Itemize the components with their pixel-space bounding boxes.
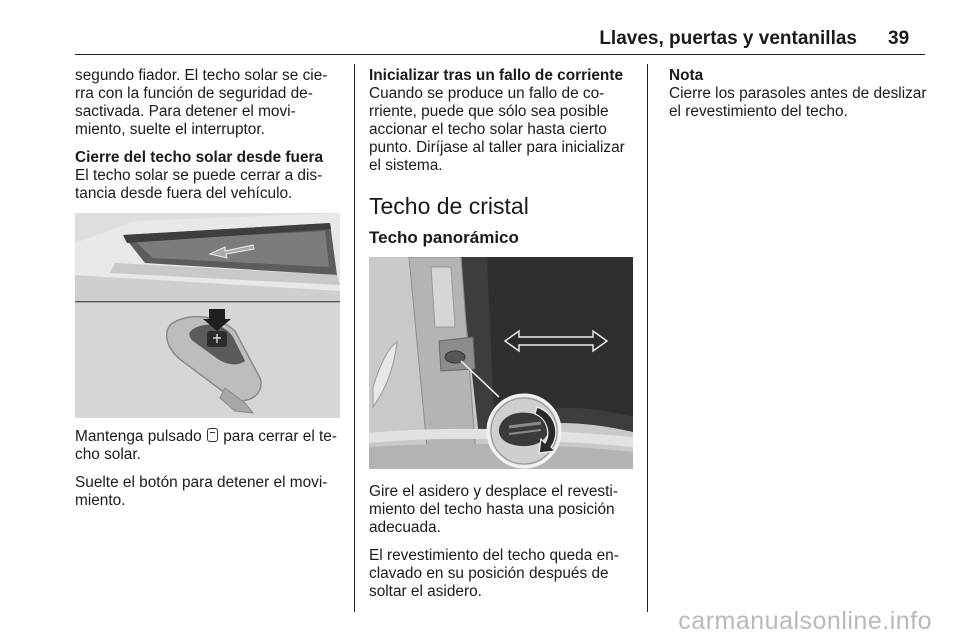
column-2: [369, 67, 635, 611]
section-heading: Inicializar tras un fallo de corriente: [369, 67, 624, 84]
panoramic-roof-illustration: [369, 257, 633, 469]
header-rule: [75, 54, 925, 55]
release-paragraph: Suelte el botón para detener el movimiento.: [75, 474, 328, 509]
body-paragraph: El revestimiento del techo queda enclavado en su posición después de soltar el asidero.: [369, 547, 619, 600]
column-divider: [647, 64, 648, 612]
chapter-heading: Techo de cristal: [369, 193, 529, 219]
section-heading: Cierre del techo solar desde fuera: [75, 149, 324, 166]
column-1: [75, 67, 340, 520]
column-3: [669, 67, 927, 131]
key-fob-sunroof-icon: [207, 428, 218, 442]
column-divider: [354, 64, 355, 612]
subsection-heading: Techo panorámico: [369, 228, 519, 247]
note-label: Nota: [669, 67, 704, 84]
intro-paragraph: segundo fiador. El techo solar se cierra con la función de seguridad desactivada. Para detener el movimiento, suelte el interruptor.: [75, 67, 328, 138]
sunroof-remote-illustration: [75, 213, 340, 418]
body-paragraph: El techo solar se puede cerrar a distancia desde fuera del vehículo.: [75, 167, 323, 202]
page-title: Llaves, puertas y ventanillas: [599, 28, 857, 49]
note-text: Cierre los parasoles antes de deslizar el revestimiento del techo.: [669, 85, 927, 120]
watermark: carmanualsonline.info: [678, 607, 932, 635]
body-paragraph: Gire el asidero y desplace el revestimiento del techo hasta una posición adecuada.: [369, 483, 618, 536]
caption-paragraph: Mantenga pulsado para cerrar el techo solar.: [75, 428, 337, 463]
page-number: 39: [888, 28, 910, 49]
body-paragraph: Cuando se produce un fallo de corriente, puede que sólo sea posible accionar el techo solar hasta cierto punto. Diríjase al taller para inicializar el sistema.: [369, 85, 625, 174]
